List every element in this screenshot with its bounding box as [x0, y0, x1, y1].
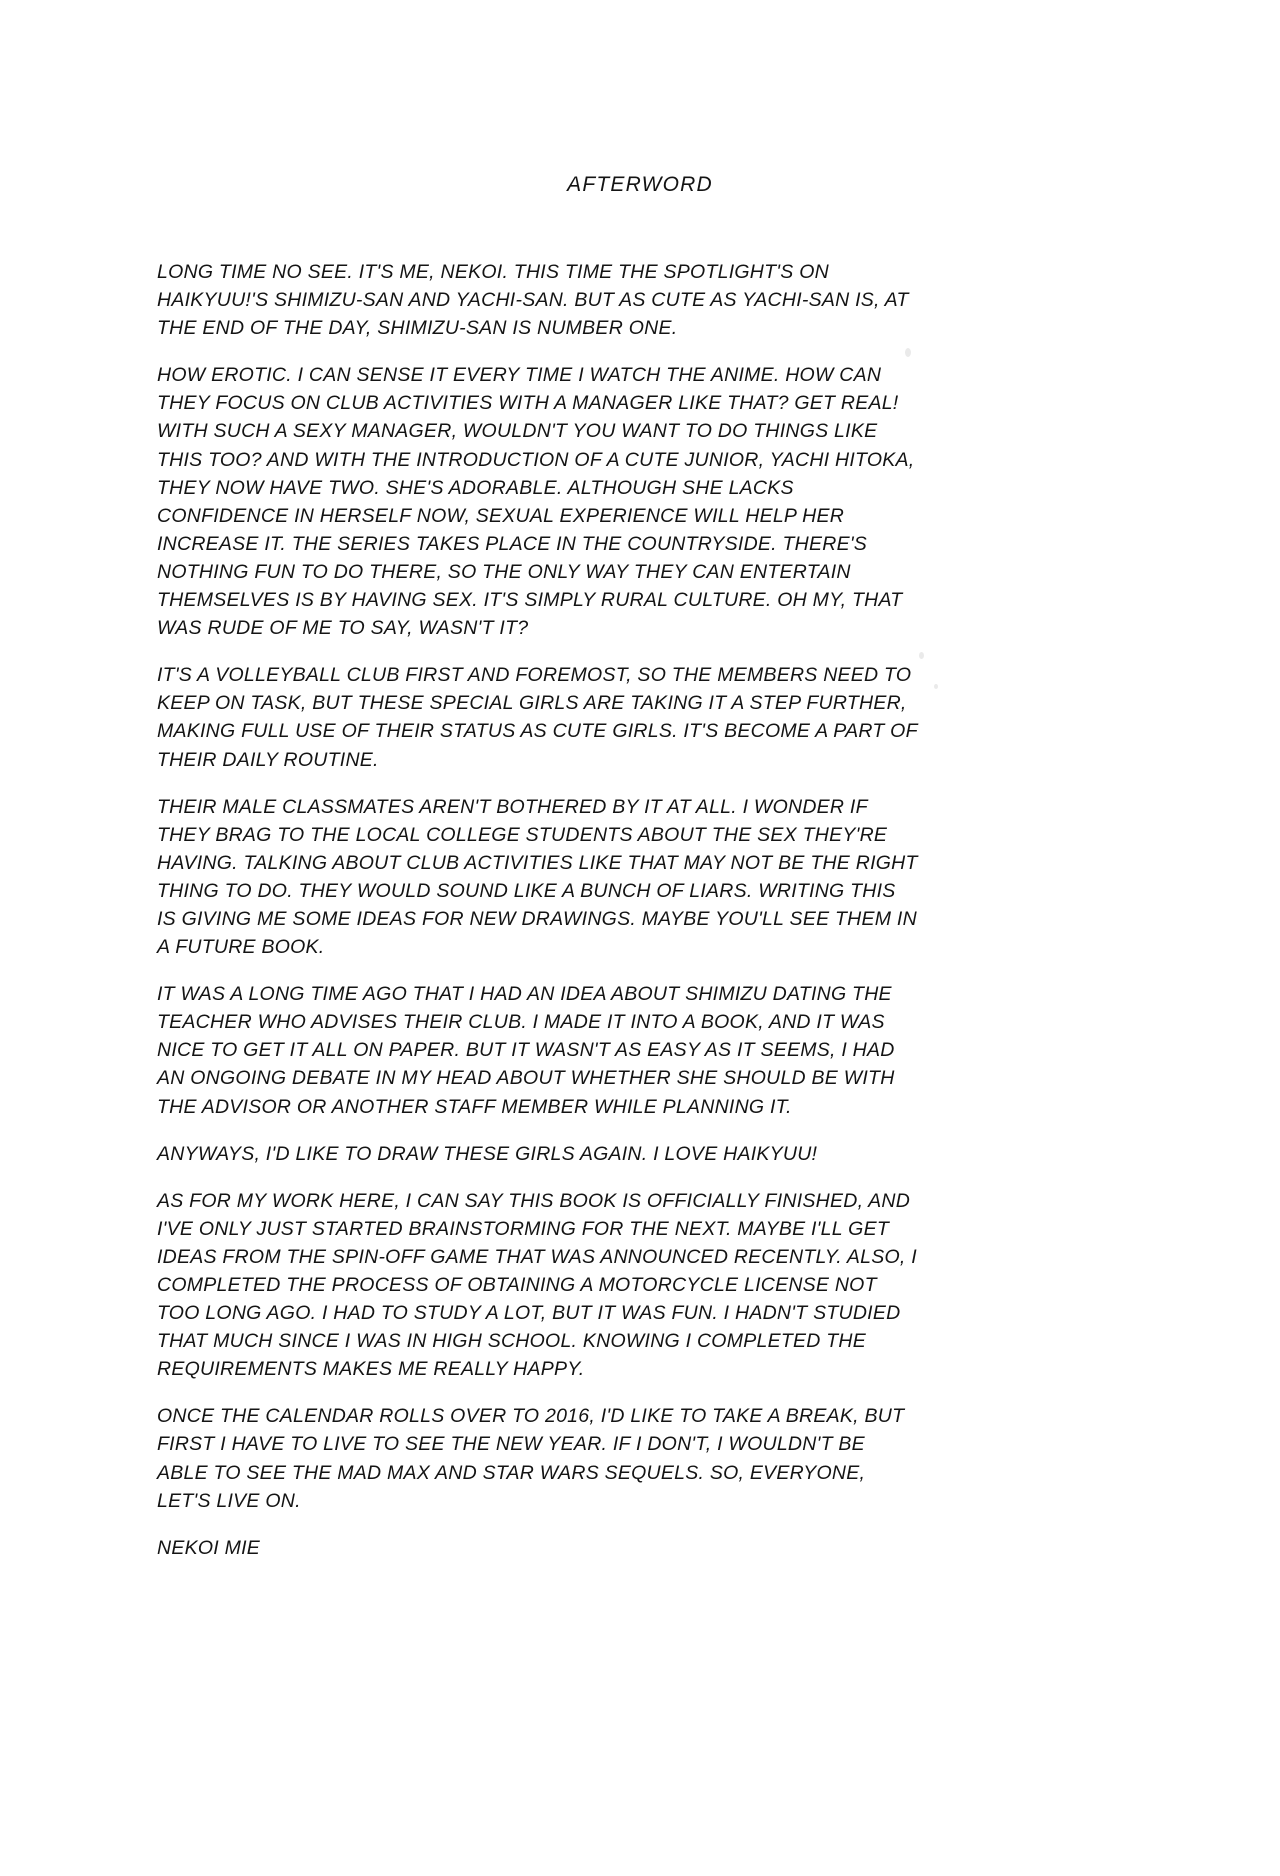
paragraph: IT'S A VOLLEYBALL CLUB FIRST AND FOREMOST, SO THE MEMBERS NEED TO KEEP ON TASK, BUT THESE SPECIAL GIRLS ARE TAKING IT A STEP FURTHER, MAKING FULL USE OF THEIR STATUS AS CUTE GIRLS. IT'S BECOME A PART OF THEIR DAILY ROUTINE. [157, 664, 924, 771]
paragraph: HOW EROTIC. I CAN SENSE IT EVERY TIME I WATCH THE ANIME. HOW CAN THEY FOCUS ON CLUB ACTIVITIES WITH A MANAGER LIKE THAT? GET REAL! WITH SUCH A SEXY MANAGER, WOULDN'T YOU WANT TO DO THINGS LIKE THIS TOO? AND WITH THE INTRODUCTION OF A CUTE JUNIOR, YACHI HITOKA, THEY NOW HAVE TWO. SHE'S ADORABLE. ALTHOUGH SHE LACKS CONFIDENCE IN HERSELF NOW, SEXUAL EXPERIENCE WILL HELP HER INCREASE IT. THE SERIES TAKES PLACE IN THE COUNTRYSIDE. THERE'S NOTHING FUN TO DO THERE, SO THE ONLY WAY THEY CAN ENTERTAIN THEMSELVES IS BY HAVING SEX. IT'S SIMPLY RURAL CULTURE. OH MY, THAT WAS RUDE OF ME TO SAY, WASN'T IT? [157, 364, 921, 640]
paper-speckle [919, 652, 924, 659]
author-signature: NEKOI MIE [157, 1536, 261, 1559]
paper-speckle [934, 684, 938, 689]
paragraph: ANYWAYS, I'D LIKE TO DRAW THESE GIRLS AGAIN. I LOVE HAIKYUU! [157, 1142, 818, 1165]
paragraph: LONG TIME NO SEE. IT'S ME, NEKOI. THIS TIME THE SPOTLIGHT'S ON HAIKYUU!'S SHIMIZU-SAN AND YACHI-SAN. BUT AS CUTE AS YACHI-SAN IS, AT THE END OF THE DAY, SHIMIZU-SAN IS NUMBER ONE. [157, 261, 915, 340]
paragraph: IT WAS A LONG TIME AGO THAT I HAD AN IDEA ABOUT SHIMIZU DATING THE TEACHER WHO ADVISES THEIR CLUB. I MADE IT INTO A BOOK, AND IT WAS NICE TO GET IT ALL ON PAPER. BUT IT WASN'T AS EASY AS IT SEEMS, I HAD AN ONGOING DEBATE IN MY HEAD ABOUT WHETHER SHE SHOULD BE WITH THE ADVISOR OR ANOTHER STAFF MEMBER WHILE PLANNING IT. [157, 983, 901, 1118]
paragraph: ONCE THE CALENDAR ROLLS OVER TO 2016, I'D LIKE TO TAKE A BREAK, BUT FIRST I HAVE TO LIVE TO SEE THE NEW YEAR. IF I DON'T, I WOULDN'T BE ABLE TO SEE THE MAD MAX AND STAR WARS SEQUELS. SO, EVERYONE, LET'S LIVE ON. [157, 1405, 910, 1512]
afterword-body [157, 258, 924, 1562]
paragraph: AS FOR MY WORK HERE, I CAN SAY THIS BOOK IS OFFICIALLY FINISHED, AND I'VE ONLY JUST STARTED BRAINSTORMING FOR THE NEXT. MAYBE I'LL GET IDEAS FROM THE SPIN-OFF GAME THAT WAS ANNOUNCED RECENTLY. ALSO, I COMPLETED THE PROCESS OF OBTAINING A MOTORCYCLE LICENSE NOT TOO LONG AGO. I HAD TO STUDY A LOT, BUT IT WAS FUN. I HADN'T STUDIED THAT MUCH SINCE I WAS IN HIGH SCHOOL. KNOWING I COMPLETED THE REQUIREMENTS MAKES ME REALLY HAPPY. [157, 1189, 923, 1381]
page-title: AFTERWORD [567, 173, 713, 196]
paragraph: THEIR MALE CLASSMATES AREN'T BOTHERED BY IT AT ALL. I WONDER IF THEY BRAG TO THE LOCAL COLLEGE STUDENTS ABOUT THE SEX THEY'RE HAVING. TALKING ABOUT CLUB ACTIVITIES LIKE THAT MAY NOT BE THE RIGHT THING TO DO. THEY WOULD SOUND LIKE A BUNCH OF LIARS. WRITING THIS IS GIVING ME SOME IDEAS FOR NEW DRAWINGS. MAYBE YOU'LL SEE THEM IN A FUTURE BOOK. [157, 795, 924, 959]
